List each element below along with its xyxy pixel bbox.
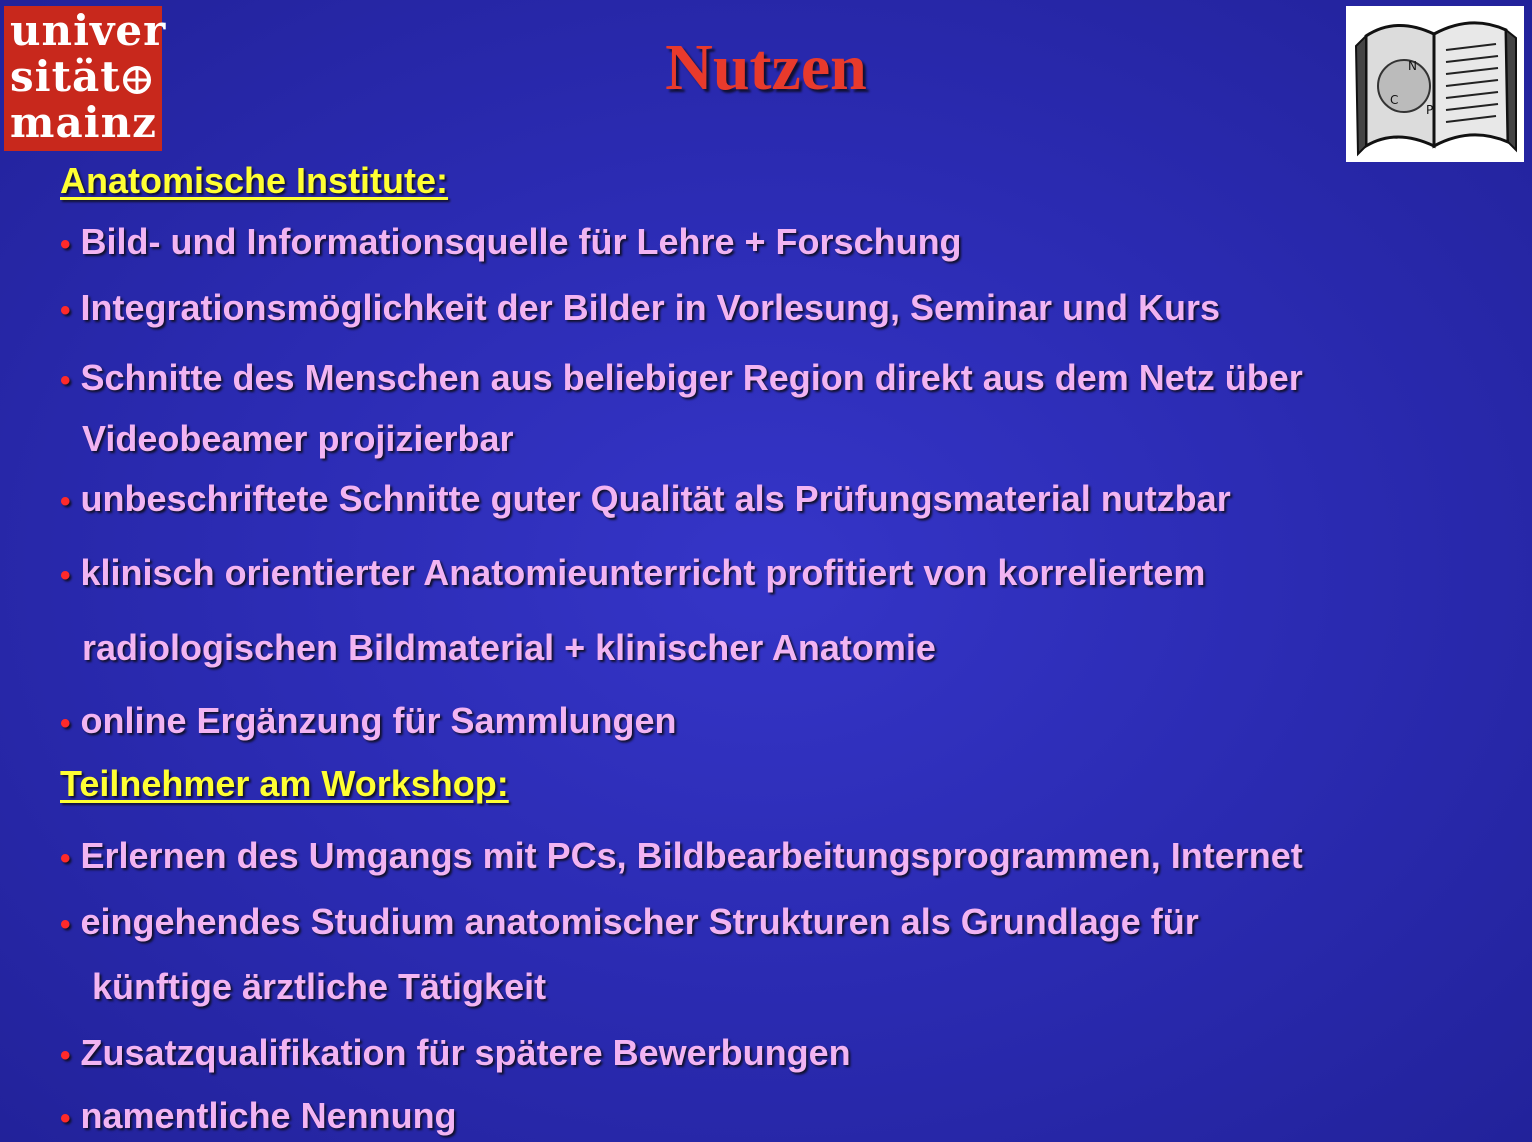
bullet-item: • eingehendes Studium anatomischer Strukturen als Grundlage für: [60, 901, 1199, 942]
bullet-item: • online Ergänzung für Sammlungen: [60, 700, 677, 741]
bullet-icon: •: [60, 707, 71, 740]
bullet-icon: •: [60, 908, 71, 941]
bullet-item: • Zusatzqualifikation für spätere Bewerbungen: [60, 1032, 851, 1073]
bullet-item: • Erlernen des Umgangs mit PCs, Bildbearbeitungsprogrammen, Internet: [60, 835, 1303, 876]
page-title: Nutzen: [665, 31, 867, 104]
bullet-item: • namentliche Nennung: [60, 1095, 457, 1136]
bullet-item: • Integrationsmöglichkeit der Bilder in Vorlesung, Seminar und Kurs: [60, 287, 1221, 328]
bullet-item: • Bild- und Informationsquelle für Lehre + Forschung: [60, 221, 962, 262]
section-heading-anatomische-institute: Anatomische Institute:: [60, 160, 449, 201]
open-book-icon: [1346, 6, 1524, 162]
book-letter-c: C: [1390, 93, 1399, 107]
bullet-item: • Schnitte des Menschen aus beliebiger Region direkt aus dem Netz über: [60, 357, 1303, 398]
book-letter-n: N: [1408, 59, 1417, 73]
logo-line-3: mainz: [10, 98, 157, 147]
bullet-item-continuation: Videobeamer projizierbar: [82, 418, 514, 459]
bullet-icon: •: [60, 559, 71, 592]
bullet-icon: •: [60, 1102, 71, 1135]
bullet-icon: •: [60, 485, 71, 518]
bullet-item-continuation: radiologischen Bildmaterial + klinischer Anatomie: [82, 627, 936, 668]
bullet-icon: •: [60, 294, 71, 327]
bullet-icon: •: [60, 364, 71, 397]
bullet-item: • klinisch orientierter Anatomieunterricht profitiert von korreliertem: [60, 552, 1206, 593]
book-letter-p: P: [1426, 103, 1434, 117]
bullet-item-continuation: künftige ärztliche Tätigkeit: [92, 966, 547, 1007]
logo-line-2: sität: [10, 54, 158, 100]
logo-line-1: univer: [10, 6, 167, 55]
section-heading-teilnehmer-workshop: Teilnehmer am Workshop:: [60, 763, 509, 804]
bullet-icon: •: [60, 228, 71, 261]
bullet-icon: •: [60, 842, 71, 875]
bullet-icon: •: [60, 1039, 71, 1072]
bullet-item: • unbeschriftete Schnitte guter Qualität als Prüfungsmaterial nutzbar: [60, 478, 1231, 519]
